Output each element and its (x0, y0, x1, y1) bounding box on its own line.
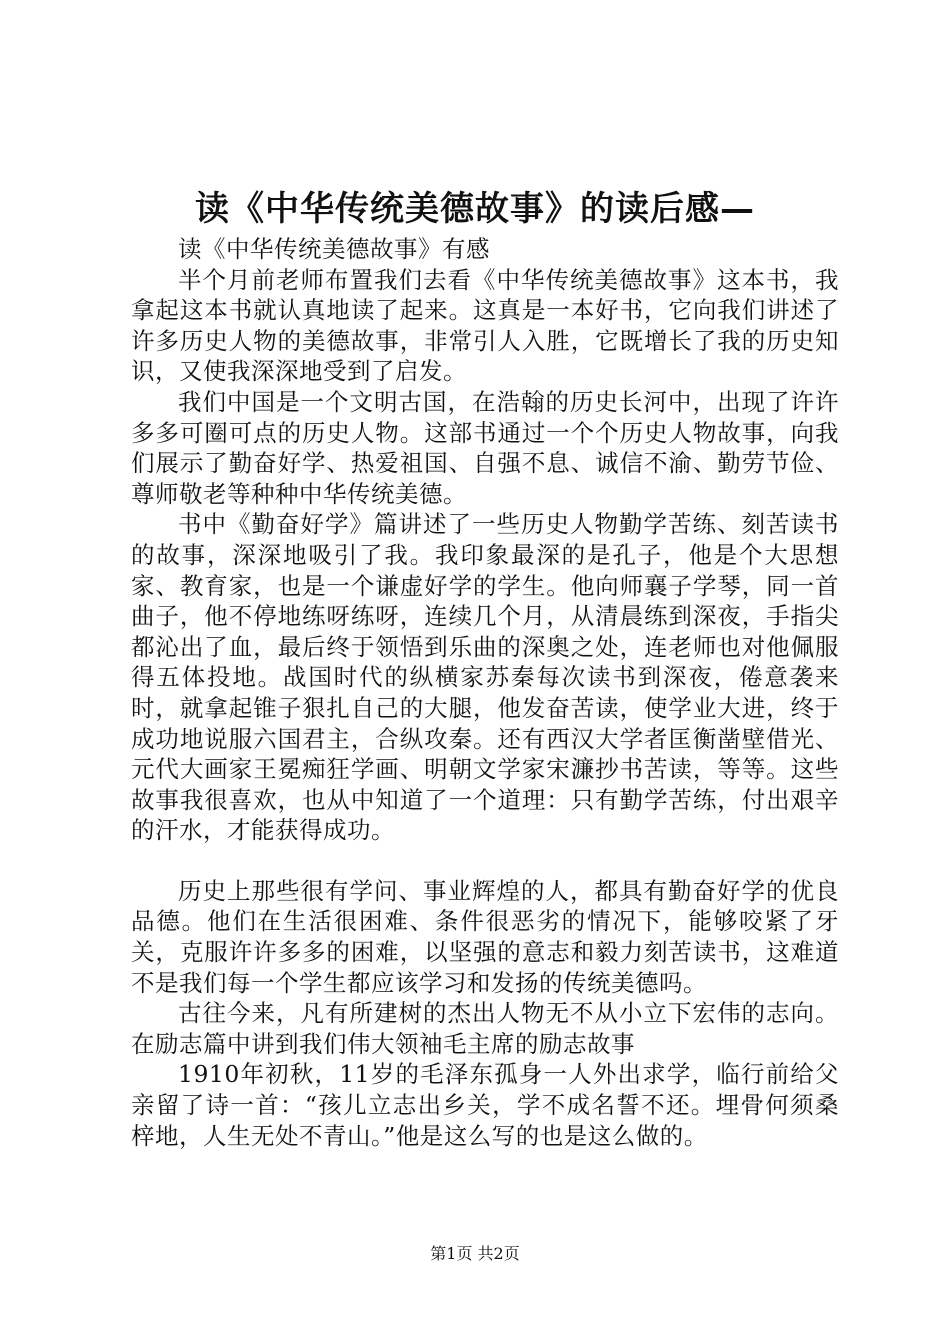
paragraph-subtitle: 读《中华传统美德故事》有感 (178, 235, 490, 263)
paragraph: 历史上那些很有学问、事业辉煌的人，都具有勤奋好学的优良品德。他们在生活很困难、条件很恶劣的情况下，能够咬紧了牙关，克服许许多多的困难，以坚强的意志和毅力刻苦读书，这难道不是我们每一个学生都应该学习和发扬的传统美德吗。 (131, 876, 839, 997)
paragraph: 我们中国是一个文明古国，在浩翰的历史长河中，出现了许许多多可圈可点的历史人物。这部书通过一个个历史人物故事，向我们展示了勤奋好学、热爱祖国、自强不息、诚信不渝、勤劳节俭、尊师敬老等种种中华传统美德。 (131, 387, 839, 508)
paragraph: 古往今来，凡有所建树的杰出人物无不从小立下宏伟的志向。在励志篇中讲到我们伟大领袖毛主席的励志故事 (131, 999, 839, 1058)
page-footer: 第1页 共2页 (430, 1244, 520, 1263)
paragraph: 半个月前老师布置我们去看《中华传统美德故事》这本书，我拿起这本书就认真地读了起来。这真是一本好书，它向我们讲述了许多历史人物的美德故事，非常引人入胜，它既增长了我的历史知识，又使我深深地受到了启发。 (131, 265, 839, 386)
paragraph: 书中《勤奋好学》篇讲述了一些历史人物勤学苦练、刻苦读书的故事，深深地吸引了我。我印象最深的是孔子，他是个大思想家、教育家，也是一个谦虚好学的学生。他向师襄子学琴，同一首曲子，他不停地练呀练呀，连续几个月，从清晨练到深夜，手指尖都沁出了血，最后终于领悟到乐曲的深奥之处，连老师也对他佩服得五体投地。战国时代的纵横家苏秦每次读书到深夜，倦意袭来时，就拿起锥子狠扎自己的大腿，他发奋苦读，使学业大进，终于成功地说服六国君主，合纵攻秦。还有西汉大学者匡衡凿壁借光、元代大画家王冕痴狂学画、明朝文学家宋濂抄书苦读，等等。这些故事我很喜欢，也从中知道了一个道理：只有勤学苦练，付出艰辛的汗水，才能获得成功。 (131, 510, 839, 845)
document-body (131, 234, 839, 1151)
document-title: 读《中华传统美德故事》的读后感— (195, 189, 755, 229)
paragraph: 1910年初秋，11岁的毛泽东孤身一人外出求学，临行前给父亲留了诗一首：“孩儿立志出乡关，学不成名誓不还。埋骨何须桑梓地，人生无处不青山。”他是这么写的也是这么做的。 (131, 1060, 839, 1150)
